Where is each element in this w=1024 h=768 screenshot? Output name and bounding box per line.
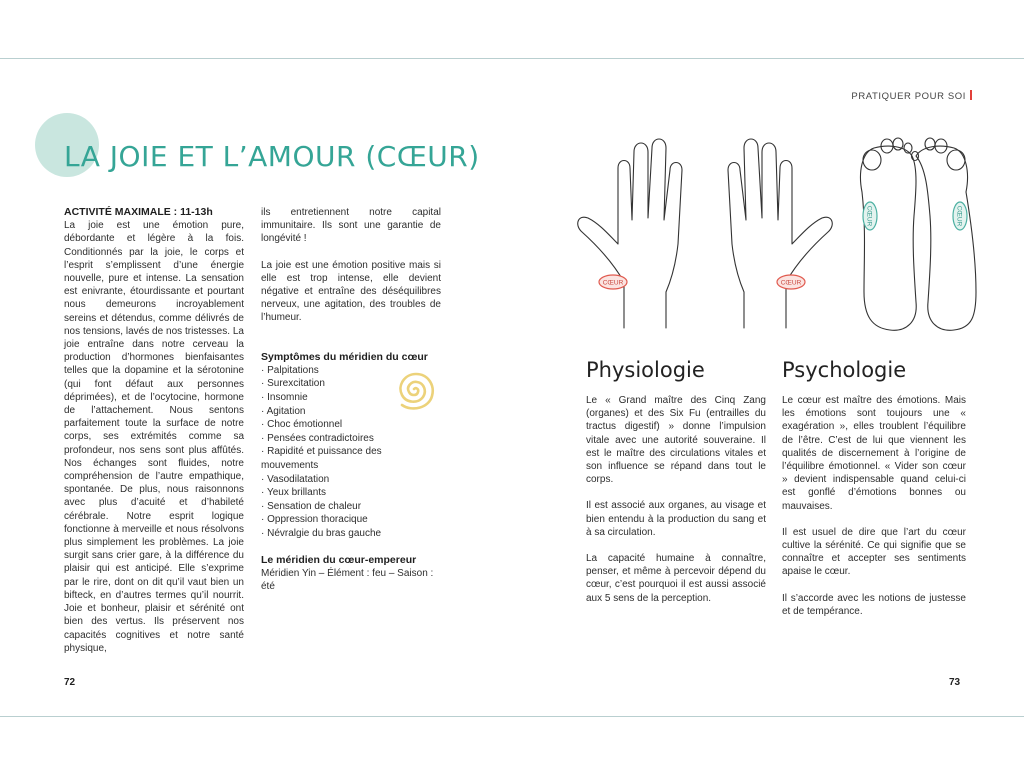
left-foot-outline	[861, 138, 919, 330]
running-head-bar	[970, 90, 972, 100]
left-page	[0, 60, 512, 715]
bottom-rule	[0, 716, 1024, 717]
list-item: · Choc émotionnel	[261, 419, 343, 431]
spiral-icon	[386, 363, 442, 415]
list-item: · Oppression thoracique	[261, 514, 368, 526]
meridian-text: Méridien Yin – Élément : feu – Saison : été	[261, 567, 434, 592]
body-paragraph: Il est associé aux organes, au visage et bien entendu à la production du sang et à sa circulation.	[586, 500, 766, 538]
list-item: · Surexcitation	[261, 378, 325, 390]
list-item: · Vasodilatation	[261, 473, 330, 485]
list-item: · Agitation	[261, 405, 306, 417]
svg-text:CŒUR: CŒUR	[780, 279, 802, 287]
physiology-column	[586, 394, 766, 605]
list-item: · Névralgie du bras gauche	[261, 527, 382, 539]
body-paragraph: ils entretiennent notre capital immunitaire. Ils sont une garantie de longévité !	[261, 207, 441, 245]
running-head: PRATIQUER POUR SOI	[851, 90, 972, 102]
symptoms-heading: Symptômes du méridien du cœur	[261, 350, 428, 363]
body-paragraph: Le « Grand maître des Cinq Zang (organes) et des Six Fu (entrailles du tractus digestif) » donne l’impulsion vitale avec une autorité souveraine. Il est le maître des circulations vitales et son influence se répand dans tout le corps.	[586, 395, 766, 486]
body-paragraph: Il s’accorde avec les notions de justesse et de tempérance.	[782, 592, 966, 617]
page-title: LA JOIE ET L’AMOUR (CŒUR)	[64, 140, 480, 173]
body-paragraph: La capacité humaine à connaître, penser, et même à percevoir dépend du cœur, c’est pourquoi il est aussi associé aux 5 sens de la perception.	[586, 553, 766, 604]
hands-feet-illustration	[562, 132, 982, 332]
top-rule	[0, 58, 1024, 59]
right-hand-outline	[728, 139, 832, 328]
psychology-title: Psychologie	[782, 358, 907, 382]
body-paragraph: La joie est une émotion pure, débordante et légère à la fois. Conditionnés par la joie, le corps et l’esprit s’emplissent d’une énergie nouvelle, pure et intense. La sensation est enivrante, étourdissante et pourtant nous demeurons incroyablement sereins et détendus, comme délivrés de nos tensions, lavés de nos tristesses. La joie entraîne dans notre cerveau la production d’hormones bienfaisantes telles que la dopamine et la sérotonine (qui font défaut aux personnes déprimées), et de l’ocytocine, hormone de l’attachement. Nous sentons parfaitement toute la surface de notre corps, ses extrémités comme sa profondeur, nos sens sont plus affûtés. Nos échanges sont fluides, notre compréhension de l’autre empathique, spontanée. De plus, nous raisonnons avec plus d’acuité et d’habileté cérébrale. Notre esprit logique fonctionne à merveille et nous résolvons plus simplement les problèmes. La joie surgit sans crier gare, à la différence du plaisir qui est anticipé. Elle s’exprime par le rire, dont on dit qu’il vaut bien un bifteck, en d’autres termes qu’il nourrit. Joie et bonheur, plaisir et sérénité ont bien des vertus. Ils préservent nos capacités cognitives et notre santé physique,	[64, 220, 244, 654]
body-paragraph: La joie est une émotion positive mais si elle est trop intense, elle devient négative et entraîne des déséquilibres nerveux, une agitation, des troubles de l’humeur.	[261, 259, 441, 324]
right-foot-outline	[916, 138, 976, 330]
left-hand-outline	[578, 139, 682, 328]
list-item: · Sensation de chaleur	[261, 500, 362, 512]
body-paragraph: Le cœur est maître des émotions. Mais les émotions sont toujours une « exagération », elles troublent l’équilibre de l’être. C’est de lui que viennent les qualités de discernement à l’origine de l’équilibre émotionnel. « Vider son cœur » devient indispensable quand celui-ci est gonflé d’émotions bonnes ou mauvaises.	[782, 395, 966, 512]
list-item: · Palpitations	[261, 364, 319, 376]
svg-text:CŒUR: CŒUR	[955, 205, 963, 227]
page-number: 72	[64, 677, 76, 688]
svg-text:CŒUR: CŒUR	[865, 205, 873, 227]
activity-heading: ACTIVITÉ MAXIMALE : 11-13h	[64, 206, 213, 218]
svg-text:CŒUR: CŒUR	[602, 279, 624, 287]
column-1	[64, 206, 244, 655]
psychology-column	[782, 394, 966, 618]
list-item: · Pensées contradictoires	[261, 432, 374, 444]
page-number: 73	[949, 677, 961, 688]
list-item: · Insomnie	[261, 392, 308, 404]
physiology-title: Physiologie	[586, 358, 705, 382]
list-item: · Rapidité et puissance des mouvements	[261, 446, 382, 471]
right-page	[512, 60, 1024, 715]
body-paragraph: Il est usuel de dire que l’art du cœur cultive la sérénité. Ce qui signifie que se connaître et accepter ses sentiments apaise le cœur.	[782, 526, 966, 578]
heart-point-markers	[599, 202, 967, 289]
list-item: · Yeux brillants	[261, 487, 327, 499]
meridian-heading: Le méridien du cœur-empereur	[261, 553, 417, 566]
